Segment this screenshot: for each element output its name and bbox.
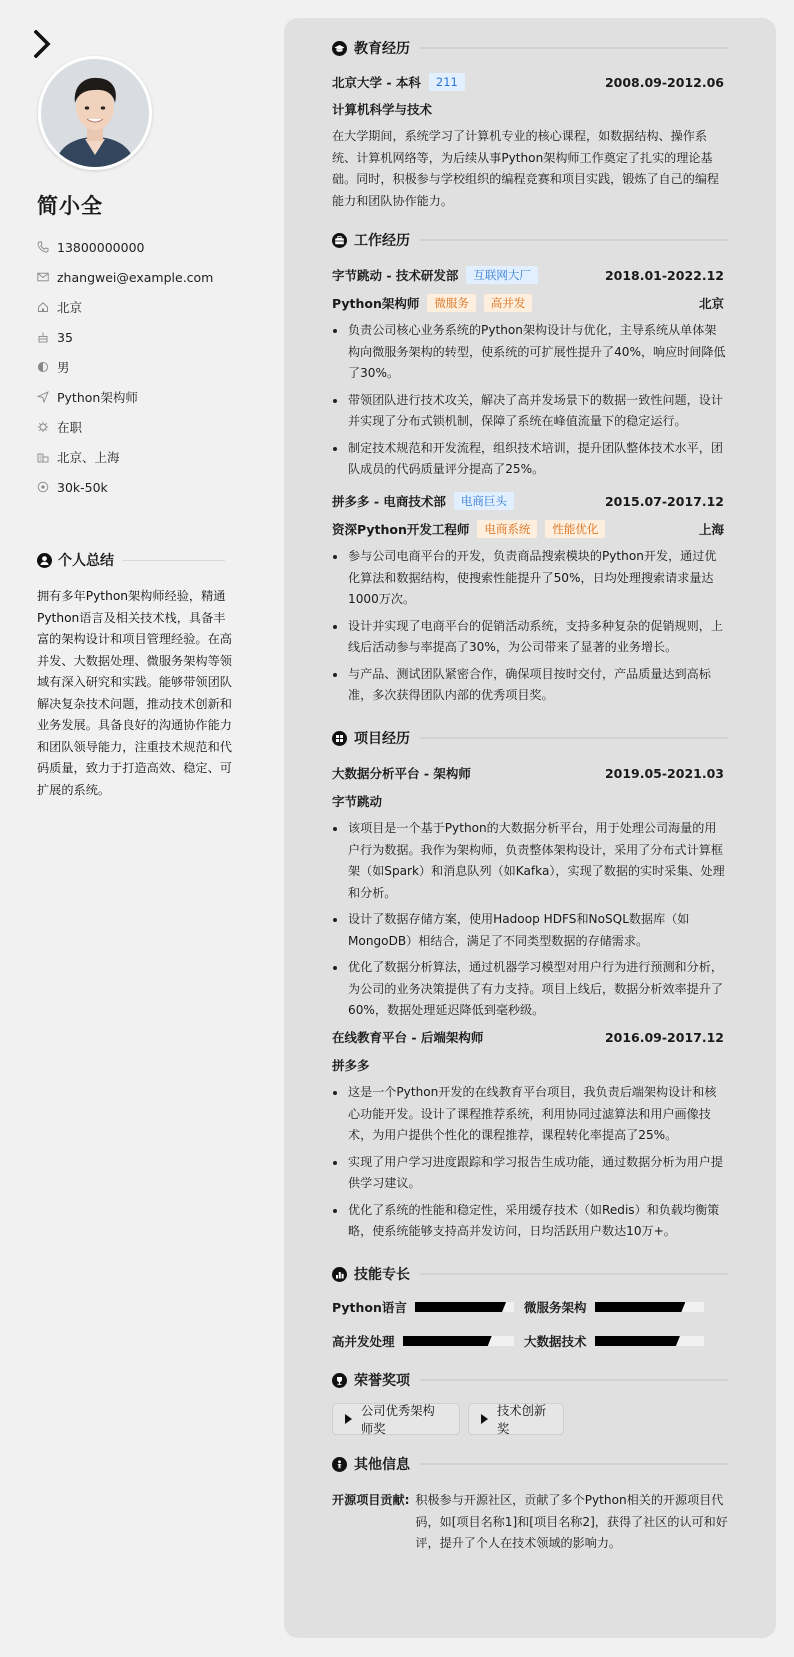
user-icon <box>37 553 52 568</box>
salary-icon <box>37 481 49 493</box>
project-company: 拼多多 <box>332 1058 370 1073</box>
home-icon <box>37 301 49 313</box>
skill-bar <box>595 1336 704 1346</box>
school-tag: 211 <box>429 73 465 91</box>
other-info-row <box>332 1490 728 1555</box>
left-column <box>0 0 284 1657</box>
info-person-icon <box>332 1457 347 1472</box>
project-name: 在线教育平台 - 后端架构师 <box>332 1030 484 1045</box>
contact-location <box>37 292 267 322</box>
section-title: 荣誉奖项 <box>354 1373 410 1389</box>
skills-heading <box>332 1264 728 1284</box>
list-item: 该项目是一个基于Python的大数据分析平台，用于处理公司海量的用户行为数据。我作为架构师，负责整体架构设计，采用了分布式计算框架（如Spark）和消息队列（如Kafka），实现了数据的实时采集、处理和分析。 <box>332 818 728 904</box>
contact-age <box>37 322 267 352</box>
skill-bar <box>595 1302 704 1312</box>
skill-label: Python语言 <box>332 1300 407 1315</box>
contact-salary <box>37 472 267 502</box>
contact-value: 30k-50k <box>57 479 108 495</box>
list-item: 制定技术规范和开发流程，组织技术培训，提升团队整体技术水平，团队成员的代码质量评分提高了25%。 <box>332 438 728 481</box>
role-tag: 性能优化 <box>545 520 605 538</box>
contact-status <box>37 412 267 442</box>
school-name: 北京大学 - 本科 <box>332 75 421 90</box>
major: 计算机科学与技术 <box>332 102 433 117</box>
status-icon <box>37 421 49 433</box>
project-company-row <box>332 792 724 810</box>
city-icon <box>37 451 49 463</box>
projects-heading <box>332 728 728 748</box>
age-icon <box>37 331 49 343</box>
role-row <box>332 520 724 538</box>
education-description: 在大学期间，系统学习了计算机专业的核心课程，如数据结构、操作系统、计算机网络等，为后续从事Python架构师工作奠定了扎实的理论基础。同时，积极参与学校组织的编程竞赛和项目实践，锻炼了自己的编程能力和团队协作能力。 <box>332 129 720 208</box>
contact-gender <box>37 352 267 382</box>
skill-big-data <box>524 1332 704 1350</box>
contact-email <box>37 262 267 292</box>
section-title: 其他信息 <box>354 1457 410 1473</box>
role-tag: 电商系统 <box>477 520 537 538</box>
skill-bar <box>403 1336 514 1346</box>
project-date: 2016.09-2017.12 <box>604 1029 724 1045</box>
project-company-row <box>332 1056 724 1074</box>
skill-label: 高并发处理 <box>332 1334 395 1349</box>
contact-value: 北京、上海 <box>57 450 120 465</box>
phone-icon <box>37 241 49 253</box>
logo-chevron-icon <box>34 30 52 58</box>
skill-fill <box>415 1302 506 1312</box>
list-item: 实现了用户学习进度跟踪和学习报告生成功能，通过数据分析为用户提供学习建议。 <box>332 1152 728 1195</box>
contact-value: 13800000000 <box>57 239 145 255</box>
section-divider <box>122 560 225 561</box>
project-name: 大数据分析平台 - 架构师 <box>332 766 471 781</box>
skill-label: 大数据技术 <box>524 1334 587 1349</box>
award-badge <box>332 1403 460 1435</box>
project-company: 字节跳动 <box>332 794 383 809</box>
resume-main-card <box>284 18 776 1638</box>
other-text: 积极参与开源社区，贡献了多个Python相关的开源项目代码，如[项目名称1]和[项目名称2]，获得了社区的认可和好评，提升了个人在技术领域的影响力。 <box>415 1493 728 1550</box>
list-item: 优化了数据分析算法，通过机器学习模型对用户行为进行预测和分析，为公司的业务决策提供了有力支持。项目上线后，数据分析效率提升了60%，数据处理延迟降低到毫秒级。 <box>332 957 728 1022</box>
job-date: 2015.07-2017.12 <box>604 493 724 509</box>
project-row <box>332 1028 724 1046</box>
contact-value: zhangwei@example.com <box>57 269 214 285</box>
list-item: 这是一个Python开发的在线教育平台项目，我负责后端架构设计和核心功能开发。设计了课程推荐系统，利用协同过滤算法和用户画像技术，为用户提供个性化的课程推荐，课程转化率提高了25%。 <box>332 1082 728 1147</box>
role-row <box>332 294 724 312</box>
list-item: 参与公司电商平台的开发，负责商品搜索模块的Python开发，通过优化算法和数据结构，使搜索性能提升了50%，日均处理搜索请求量达1000万次。 <box>332 546 728 611</box>
role-tag: 高并发 <box>484 294 533 312</box>
summary-heading <box>37 550 225 570</box>
contact-phone <box>37 232 267 262</box>
mail-icon <box>37 271 49 283</box>
award-label: 公司优秀架构师奖 <box>361 1404 435 1436</box>
company-name: 字节跳动 - 技术研发部 <box>332 268 459 283</box>
section-divider <box>420 1273 728 1275</box>
section-divider <box>420 737 728 739</box>
job-row <box>332 266 724 284</box>
skill-fill <box>595 1336 680 1346</box>
job-date: 2018.01-2022.12 <box>604 267 724 283</box>
company-tag: 电商巨头 <box>454 492 514 510</box>
job-city: 上海 <box>698 522 724 537</box>
graduation-cap-icon <box>332 41 347 56</box>
skill-microservices <box>524 1298 704 1316</box>
play-icon <box>345 1414 352 1424</box>
skill-bar <box>415 1302 514 1312</box>
job-bullets <box>332 320 728 486</box>
other-heading <box>332 1454 728 1474</box>
gender-icon <box>37 361 49 373</box>
other-label: 开源项目贡献: <box>332 1493 410 1507</box>
contact-value: 男 <box>57 360 70 375</box>
list-item: 设计了数据存储方案，使用Hadoop HDFS和NoSQL数据库（如MongoDB）相结合，满足了不同类型数据的存储需求。 <box>332 909 728 952</box>
section-divider <box>420 47 728 49</box>
position-icon <box>37 391 49 403</box>
list-item: 设计并实现了电商平台的促销活动系统，支持多种复杂的促销规则，上线后活动参与率提高了30%，为公司带来了显著的业务增长。 <box>332 616 728 659</box>
contact-position <box>37 382 267 412</box>
job-bullets <box>332 546 728 712</box>
list-item: 带领团队进行技术攻关，解决了高并发场景下的数据一致性问题，设计并实现了分布式锁机制，保障了系统在峰值流量下的稳定运行。 <box>332 390 728 433</box>
section-title: 项目经历 <box>354 731 410 747</box>
list-item: 负责公司核心业务系统的Python架构设计与优化，主导系统从单体架构向微服务架构的转型，使系统的可扩展性提升了40%，响应时间降低了30%。 <box>332 320 728 385</box>
award-badge <box>468 1403 564 1435</box>
job-row <box>332 492 724 510</box>
summary-text: 拥有多年Python架构师经验，精通Python语言及相关技术栈，具备丰富的架构设计和项目管理经验。在高并发、大数据处理、微服务架构等领域有深入研究和实践。能够带领团队解决复杂技术问题，推动技术创新和业务发展。具备良好的沟通协作能力和团队领导能力，注重技术规范和代码质量，致力于打造高效、稳定、可扩展的系统。 <box>37 589 232 797</box>
list-item: 与产品、测试团队紧密合作，确保项目按时交付，产品质量达到高标准，多次获得团队内部的优秀项目奖。 <box>332 664 728 707</box>
skill-fill <box>595 1302 686 1312</box>
contact-cities <box>37 442 267 472</box>
skill-high-concurrency <box>332 1332 514 1350</box>
contact-value: 在职 <box>57 420 83 435</box>
major-row <box>332 100 724 118</box>
briefcase-icon <box>332 233 347 248</box>
education-heading <box>332 38 728 58</box>
bar-chart-icon <box>332 1267 347 1282</box>
work-heading <box>332 230 728 250</box>
person-name: 简小全 <box>37 194 103 218</box>
section-title: 教育经历 <box>354 41 410 57</box>
avatar <box>38 56 152 170</box>
contact-list <box>37 232 267 502</box>
project-bullets <box>332 818 728 1027</box>
job-role: Python架构师 <box>332 296 420 311</box>
job-city: 北京 <box>698 296 724 311</box>
skill-label: 微服务架构 <box>524 1300 587 1315</box>
company-name: 拼多多 - 电商技术部 <box>332 494 446 509</box>
awards-heading <box>332 1370 728 1390</box>
section-title: 个人总结 <box>58 553 114 569</box>
contact-value: Python架构师 <box>57 390 138 405</box>
job-role: 资深Python开发工程师 <box>332 522 470 537</box>
project-bullets <box>332 1082 728 1248</box>
role-tag: 微服务 <box>427 294 476 312</box>
section-divider <box>420 1379 728 1381</box>
list-item: 优化了系统的性能和稳定性，采用缓存技术（如Redis）和负载均衡策略，使系统能够支持高并发访问，日均活跃用户数达10万+。 <box>332 1200 728 1243</box>
award-label: 技术创新奖 <box>497 1404 547 1436</box>
project-row <box>332 764 724 782</box>
play-icon <box>481 1414 488 1424</box>
project-date: 2019.05-2021.03 <box>604 765 724 781</box>
trophy-icon <box>332 1373 347 1388</box>
education-row <box>332 73 724 91</box>
section-title: 工作经历 <box>354 233 410 249</box>
section-divider <box>420 1463 728 1465</box>
skill-fill <box>403 1336 492 1346</box>
section-divider <box>420 239 728 241</box>
contact-value: 北京 <box>57 300 83 315</box>
grid-icon <box>332 731 347 746</box>
contact-value: 35 <box>57 329 73 345</box>
skill-python <box>332 1298 514 1316</box>
company-tag: 互联网大厂 <box>466 266 538 284</box>
education-date: 2008.09-2012.06 <box>604 74 724 90</box>
section-title: 技能专长 <box>354 1267 410 1283</box>
